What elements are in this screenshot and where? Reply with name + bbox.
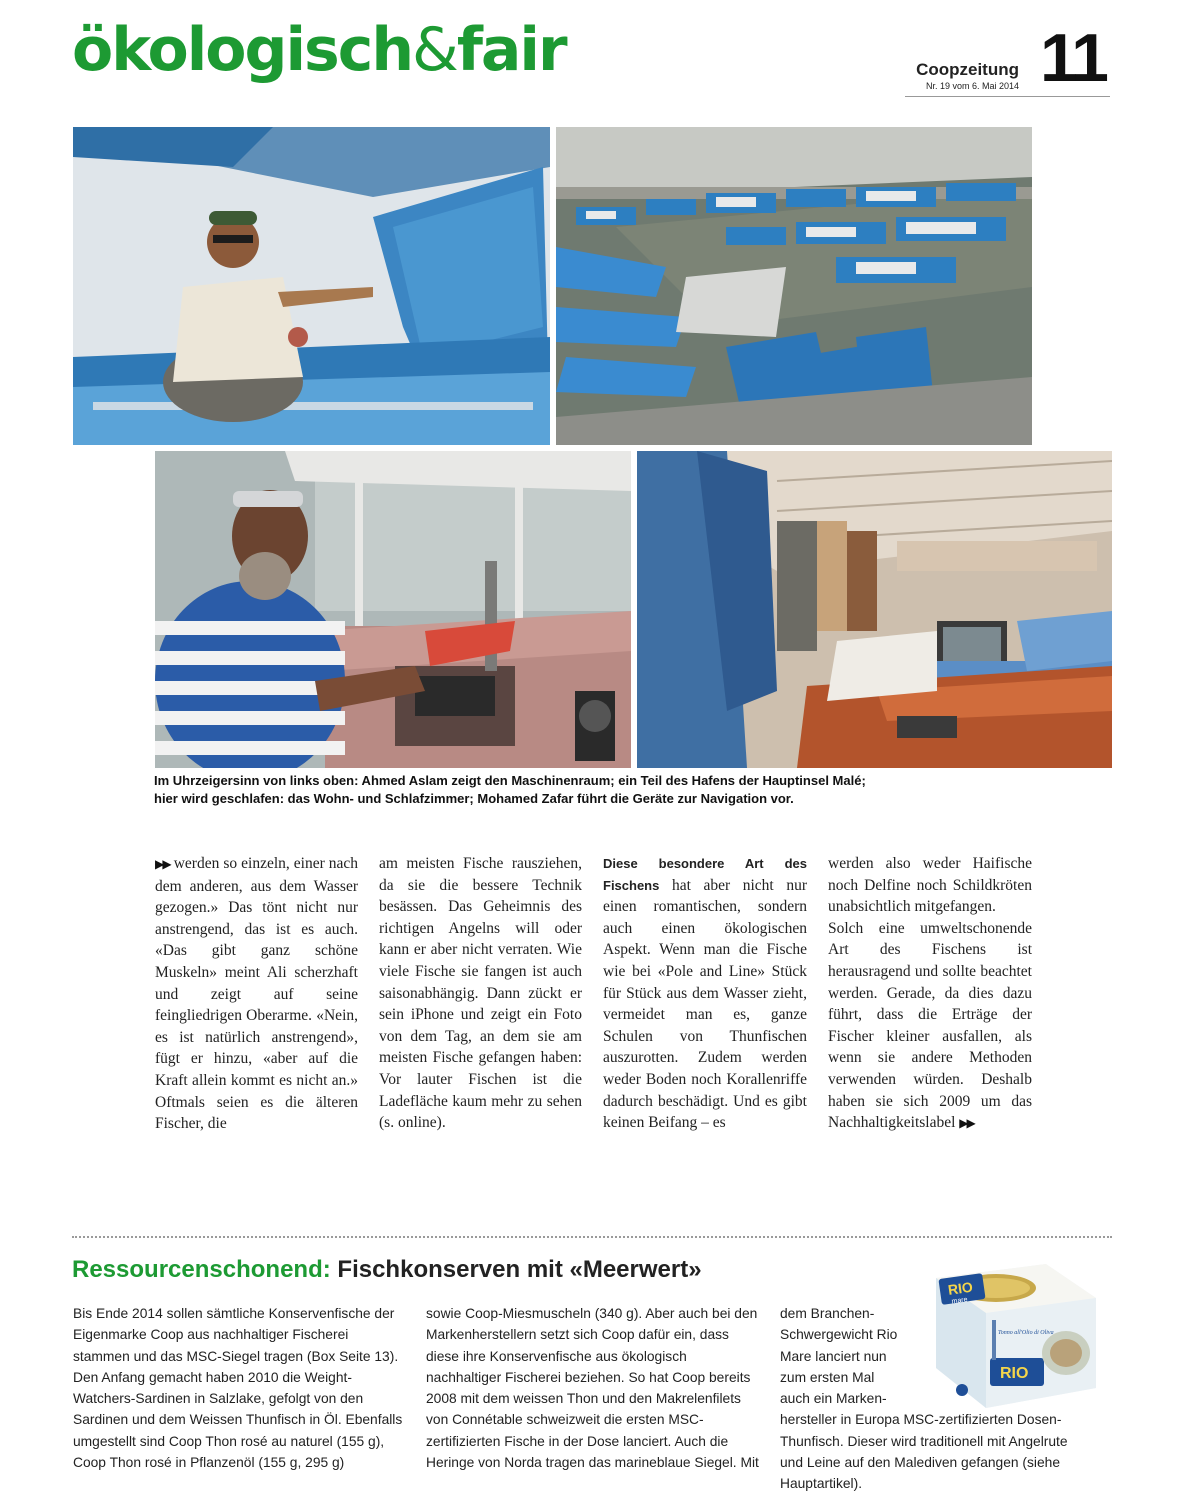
box-column-3-line: Mare lanciert nun <box>780 1348 887 1364</box>
article-column-4 <box>828 853 1032 1135</box>
can-label: Tonno all'Olio di Oliva <box>998 1330 1054 1336</box>
page-number: 11 <box>1040 20 1106 96</box>
section-word-1: ökologisch <box>72 15 413 85</box>
can-brand-top: RIO <box>946 1278 974 1298</box>
publication-name: Coopzeitung <box>916 60 1019 79</box>
product-tuna-can <box>926 1258 1106 1413</box>
box-column-3-line: auch ein Marken- <box>780 1391 887 1407</box>
column-3-text: hat aber nicht nur einen romantischen, sondern auch einen ökologischen Aspekt. Wenn man die Fische wie bei «Pole and Line» Stück für Stück aus dem Wasser zieht, vermeidet man es, ganze Schulen von Thunfischen auszurotten. Zudem werden weder Boden noch Korallenriffe dadurch beschädigt. Und es gibt keinen Beifang – es <box>603 876 807 1132</box>
article-column-3 <box>603 853 807 1134</box>
box-column-3-line: dem Branchen- <box>780 1306 875 1321</box>
continue-arrow-icon: ▶▶ <box>155 857 170 871</box>
box-kicker: Ressourcenschonend: <box>72 1256 331 1283</box>
photo-caption <box>154 772 1074 808</box>
section-ampersand: & <box>412 15 457 85</box>
issue-date: Nr. 19 vom 6. Mai 2014 <box>925 81 1019 91</box>
sleeping-quarters-icon <box>637 451 1112 768</box>
article-column-2 <box>379 853 582 1134</box>
harbor-aerial-icon <box>556 127 1032 445</box>
can-brand-2: RIO <box>1000 1365 1029 1382</box>
box-column-3-line: Schwergewicht Rio <box>780 1327 898 1343</box>
box-title: Fischkonserven mit «Meerwert» <box>337 1256 702 1283</box>
masthead-rule <box>905 96 1110 97</box>
box-column-1 <box>73 1303 403 1473</box>
column-1-text: werden so einzeln, einer nach dem anderen, aus dem Wasser gezogen.» Das tönt nicht nur anstrengend, das ist es auch. «Das gibt ganz schöne Muskeln» meint Ali scherzhaft und zeigt auf seine feingliedrigen Oberarme. «Nein, es ist natürlich anstrengend», fügt er hinzu, «aber auf die Kraft allein kommt es nicht an.» Oftmals seien es die älteren Fischer, die <box>155 855 359 1133</box>
can-brand-bottom: mare <box>951 1296 969 1306</box>
photo-engine-room <box>73 127 550 445</box>
section-word-2: fair <box>456 15 566 85</box>
column-3-runin: Diese besondere Art des Fischens <box>603 856 807 893</box>
photo-harbor <box>556 127 1032 445</box>
boat-cabin-man-icon <box>73 127 550 445</box>
column-4-paragraph-2: Solch eine umweltschonende Art des Fischens ist herausragend und sollte beachtet werden. Gerade, da dies dazu führt, dass die Erträge der Fischer kleiner ausfallen, als wenn sie andere Methoden verwenden würden. Deshalb haben sie sich 2009 um das Nachhaltigkeitslabel <box>828 919 1032 1132</box>
article-column-1 <box>155 853 358 1135</box>
box-column-3-rest: hersteller in Europa MSC-zertifizierten Dosen-Thunfisch. Dieser wird traditionell mit Angelrute und Leine auf den Malediven gefangen (siehe Hauptartikel). <box>780 1412 1068 1492</box>
navigation-man-icon <box>155 451 631 768</box>
end-arrow-icon: ▶▶ <box>959 1116 974 1131</box>
column-4-paragraph-1: werden also weder Haifische noch Delfine noch Schildkröten unabsichtlich mitgefangen. <box>828 855 1032 916</box>
photo-navigation <box>155 451 631 768</box>
photo-sleeping-quarters <box>637 451 1112 768</box>
box-headline <box>72 1256 702 1284</box>
box-column-3-line: zum ersten Mal <box>780 1369 875 1385</box>
section-title <box>72 15 566 85</box>
box-column-2-text: sowie Coop-Miesmuscheln (340 g). Aber auch bei den Markenherstellern setzt sich Coop dafür ein, dass diese ihre Konservenfische aus ökologisch nachhaltiger Fischerei beziehen. So hat Coop bereits 2008 mit dem weissen Thon und den Makrelenfilets von Connétable schweizweit die ersten MSC-zertifizierten Fische in der Dose lanciert. Auch die Heringe von Norda tragen das marineblaue Siegel. Mit <box>426 1306 759 1471</box>
box-column-1-text: Bis Ende 2014 sollen sämtliche Konservenfische der Eigenmarke Coop aus nachhaltiger Fischerei stammen und das MSC-Siegel tragen (Box Seite 13). Den Anfang gemacht haben 2010 die Weight-Watchers-Sardinen in Salzlake, gefolgt von den Sardinen und dem Weissen Thunfisch in Öl. Ebenfalls umgestellt sind Coop Thon rosé au naturel (155 g), Coop Thon rosé in Pflanzenöl (155 g, 295 g) <box>73 1306 403 1471</box>
column-2-text: am meisten Fische rausziehen, da sie die bessere Technik besässen. Das Geheimnis des richtigen Angelns will oder kann er aber nicht verraten. Wie viele Fische sie fangen ist auch saisonabhängig. Dann zückt er sein iPhone und zeigt ein Foto von dem Tag, an dem sie am meisten Fische gefangen haben: Vor lauter Fischen ist die Ladefläche kaum mehr zu sehen (s. online). <box>379 855 582 1132</box>
caption-line-2: hier wird geschlafen: das Wohn- und Schlafzimmer; Mohamed Zafar führt die Geräte zur Navigation vor. <box>154 791 794 806</box>
box-column-2 <box>426 1303 760 1473</box>
box-divider <box>72 1236 1112 1238</box>
caption-line-1: Im Uhrzeigersinn von links oben: Ahmed Aslam zeigt den Maschinenraum; ein Teil des Hafens der Hauptinsel Malé; <box>154 773 866 788</box>
tuna-can-icon <box>926 1258 1106 1413</box>
